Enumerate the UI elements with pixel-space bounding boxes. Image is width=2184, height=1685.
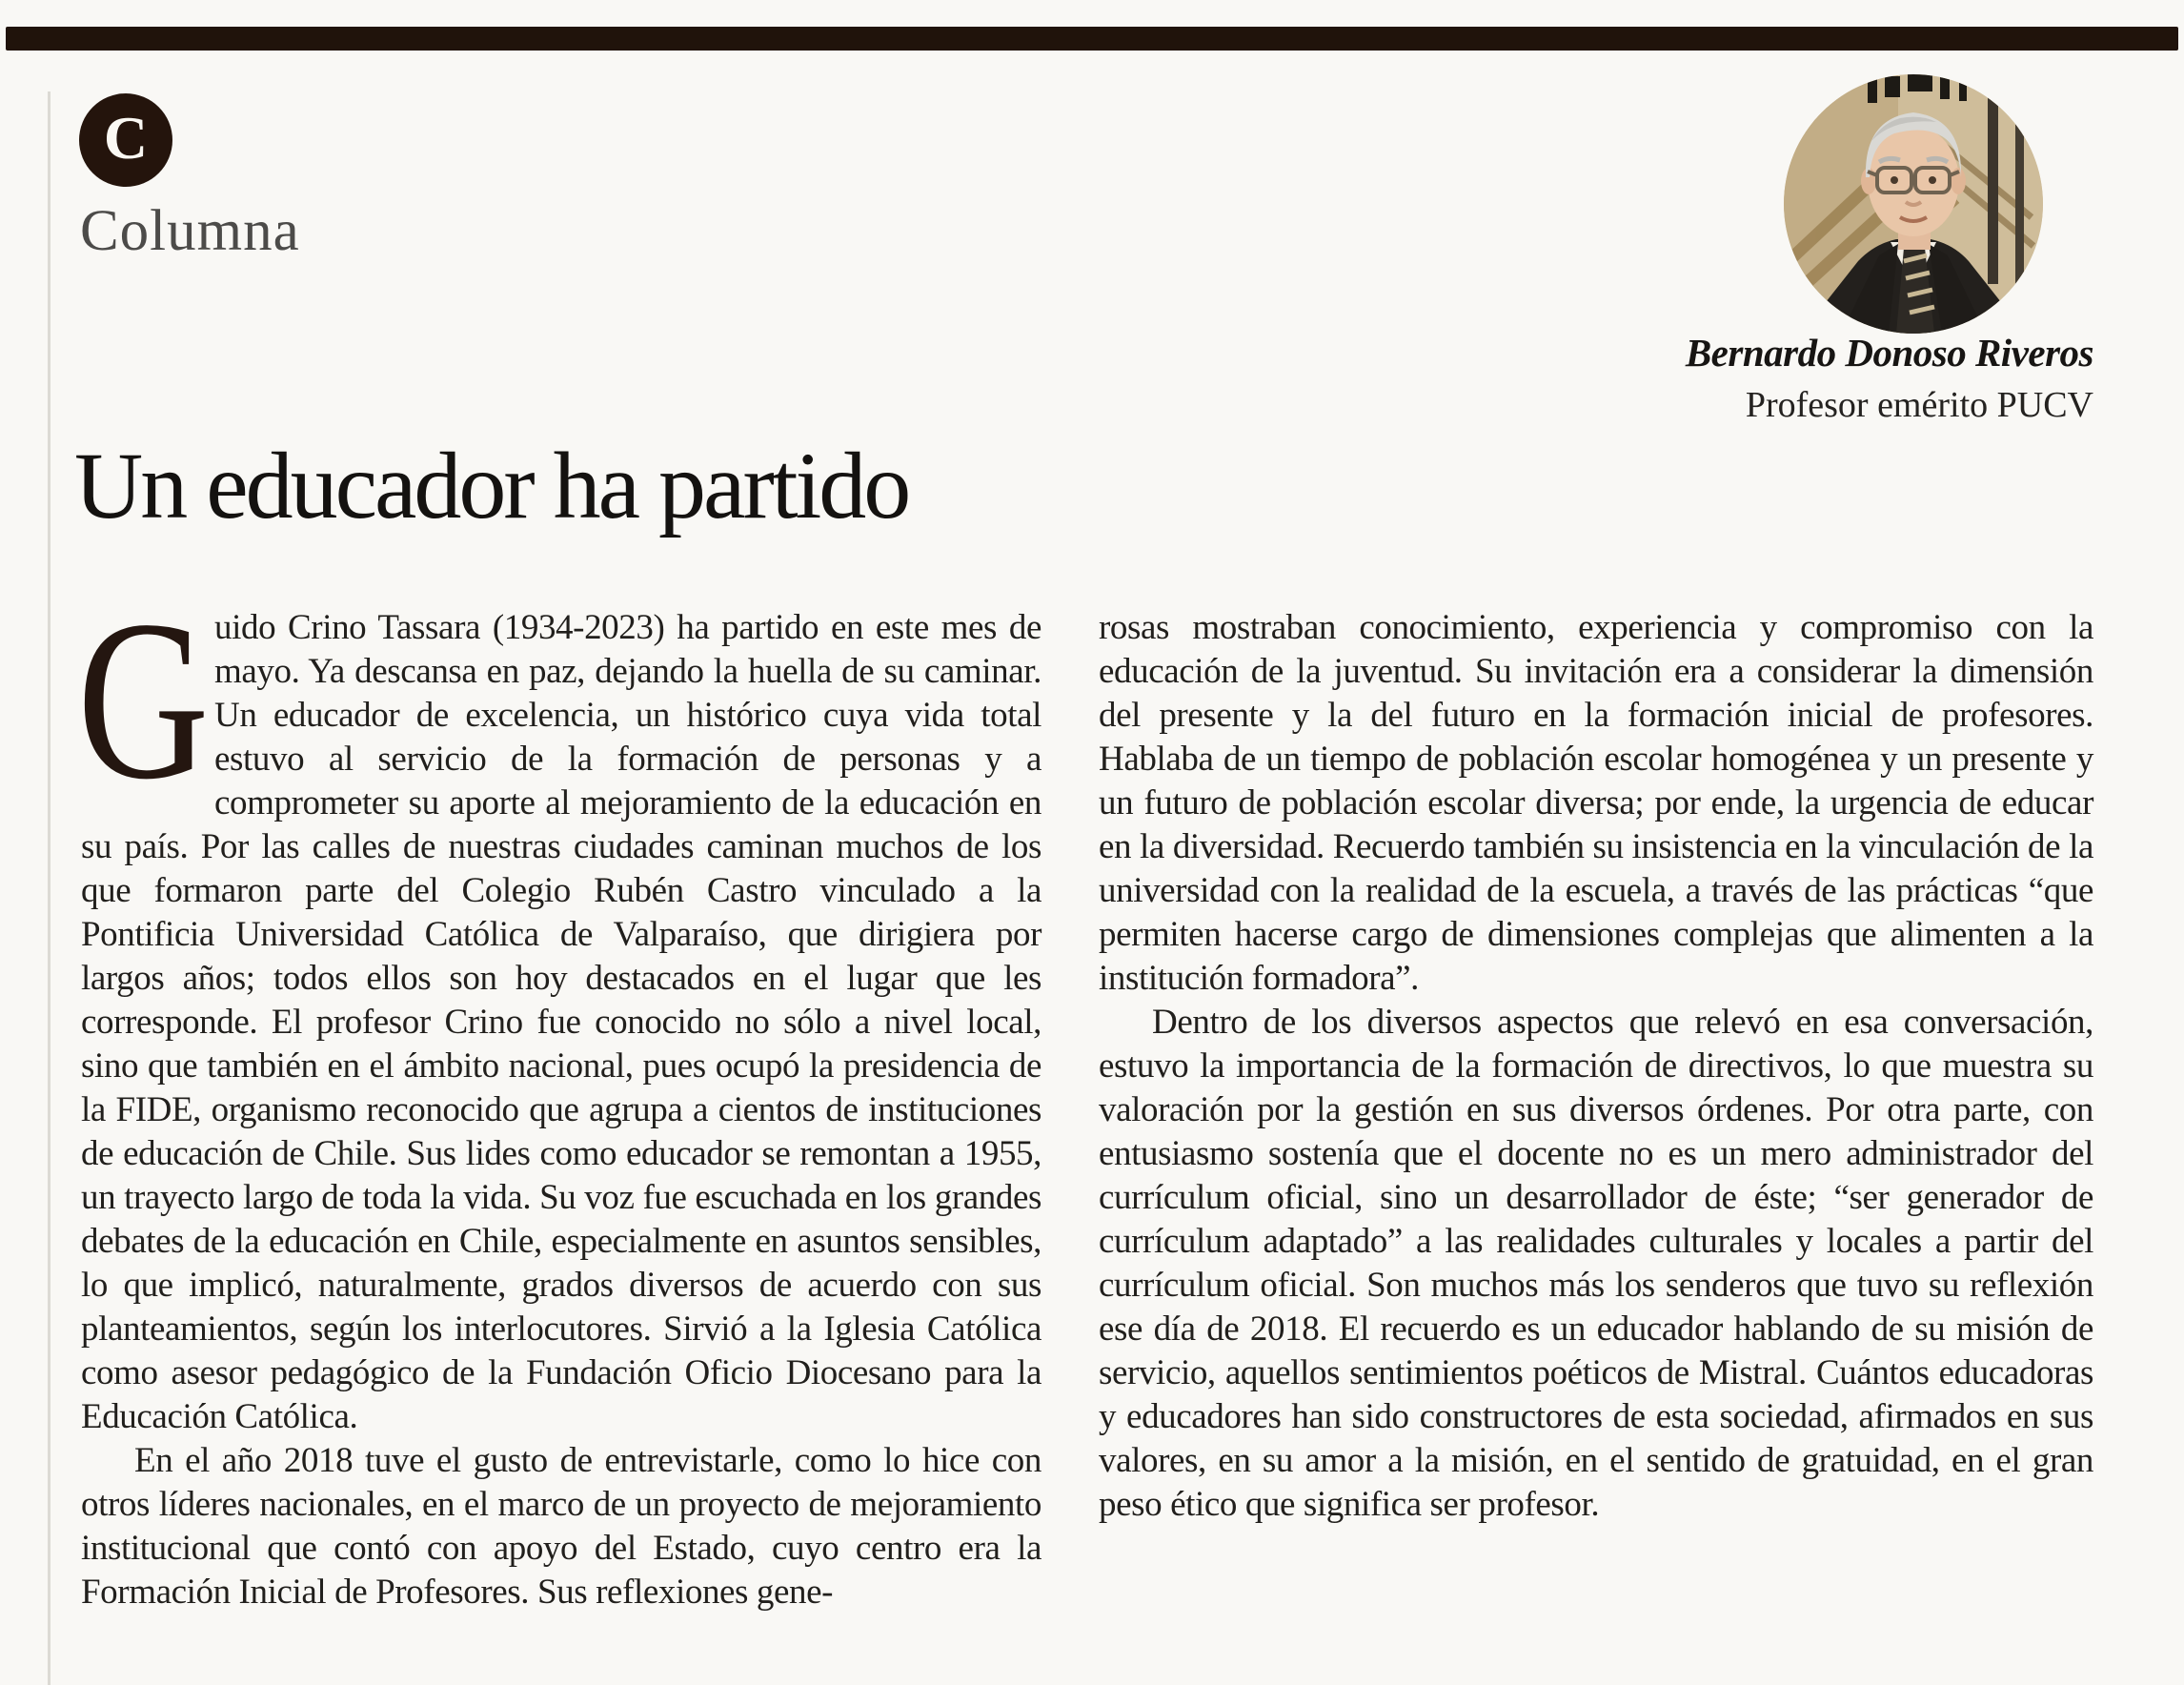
body-column-left — [77, 573, 1041, 1614]
drop-cap-letter: G — [77, 573, 210, 826]
author-photo — [1784, 74, 2043, 334]
paragraph-1-text: uido Crino Tassara (1934-2023) ha partido en este mes de mayo. Ya descansa en paz, dejando la huella de su caminar. Un educador de excelencia, un histórico cuya vida total estuvo al servicio de la formación de personas y a comprometer su aporte al mejoramiento de la educación en su país. Por las calles de nuestras ciudades caminan muchos de los que formaron parte del Colegio Rubén Castro vinculado a la Pontificia Universidad Católica de Valparaíso, que dirigiera por largos años; todos ellos son hoy destacados en el lugar que les corresponde. El profesor Crino fue conocido no sólo a nivel local, sino que también en el ámbito nacional, pues ocupó la presidencia de la FIDE, organismo reconocido que agrupa a cientos de instituciones de educación de Chile. Sus lides como educador se remontan a 1955, un trayecto largo de toda la vida. Su voz fue escuchada en los grandes debates de la educación en Chile, especialmente en asuntos sensibles, lo que implicó, naturalmente, grados diversos de acuerdo con sus planteamientos, según los interlocutores. Sirvió a la Iglesia Católica como asesor pedagógico de la Fundación Oficio Diocesano para la Educación Católica. — [81, 608, 1041, 1436]
author-role: Profesor emérito PUCV — [1745, 385, 2093, 425]
section-label: Columna — [80, 199, 300, 263]
paragraph-3: Dentro de los diversos aspectos que relevó en esa conversación, estuvo la importancia de la formación de directivos, lo que muestra su valoración por la gestión en sus diversos órdenes. Por otra parte, con entusiasmo sostenía que el docente no es un mero administrador del currículum oficial, sino un desarrollador de éste; “ser generador de currículum adaptado” a las realidades culturales y locales a partir del currículum oficial. Son muchos más los senderos que tuvo su reflexión ese día de 2018. El recuerdo es un educador hablando de su misión de servicio, aquellos sentimientos poéticos de Mistral. Cuántos educadoras y educadores han sido constructores de esta sociedad, afirmados en sus valores, en su amor a la misión, en el sentido de gratuidad, en el gran peso ético que significa ser profesor. — [1099, 1003, 2093, 1524]
left-edge-rule — [48, 91, 51, 1685]
author-name: Bernardo Donoso Riveros — [1685, 331, 2093, 375]
body-column-right — [1099, 606, 2093, 1614]
paragraph-1 — [77, 573, 1041, 1439]
column-logo-letter: C — [103, 104, 149, 172]
author-portrait-illustration — [1784, 74, 2043, 334]
article-body — [77, 573, 2093, 1614]
byline-block — [1686, 330, 2093, 426]
masthead-rule-bar — [6, 27, 2178, 51]
paragraph-2: En el año 2018 tuve el gusto de entrevistarle, como lo hice con otros líderes nacionales, en el marco de un proyecto de mejoramiento institucional que contó con apoyo del Estado, cuyo centro era la Formación Inicial de Profesores. Sus reflexiones gene- — [81, 1441, 1041, 1612]
column-section-logo — [79, 93, 172, 187]
paragraph-2-continued: rosas mostraban conocimiento, experiencia y compromiso con la educación de la juventud. Su invitación era a considerar la dimensión del presente y la del futuro en la formación inicial de profesores. Hablaba de un tiempo de población escolar homogénea y un presente y un futuro de población escolar diversa; por ende, la urgencia de educar en la diversidad. Recuerdo también su insistencia en la vinculación de la universidad con la realidad de la escuela, a través de las prácticas “que permiten hacerse cargo de dimensiones complejas que alimenten a la institución formadora”. — [1099, 608, 2093, 998]
article-title: Un educador ha partido — [74, 433, 909, 538]
